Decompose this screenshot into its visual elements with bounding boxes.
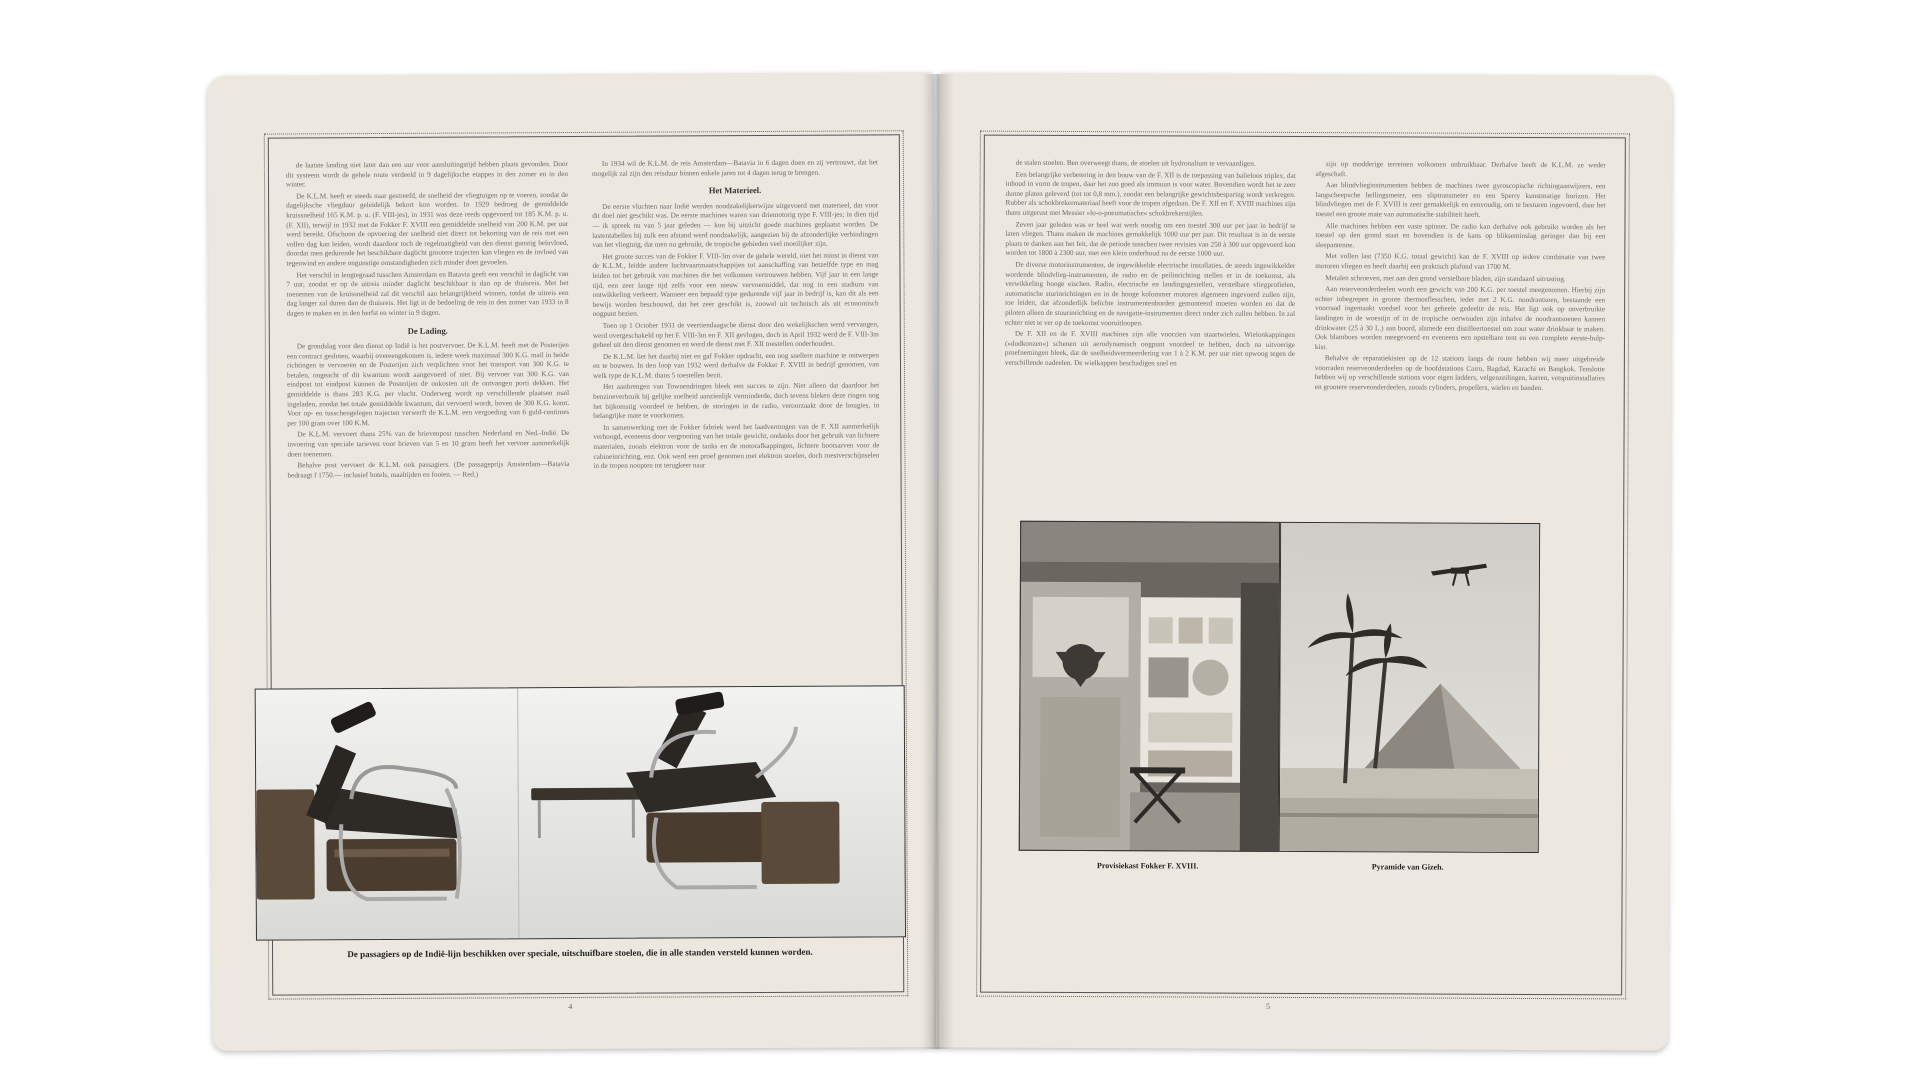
body-paragraph: Het aanbrengen van Townendringen bleek een succes te zijn. Niet alleen dat daardoor het benzineverbruik bij gelijke snelheid aanzienlijk verminderde, doch tevens bleken deze ringen nog het bijkomstig voordeel te hebben, de storingen in de radio, veroorzaakt door de bougies, in belangrijke mate te voorkomen. xyxy=(593,381,880,421)
book-gutter xyxy=(922,74,954,1049)
body-paragraph: De grondslag voor den dienst op Indië is het postvervoer. De K.L.M. heeft met de Posterijen een contract gesloten, waarbij overeengekomen is, iedere week maximaal 300 K.G. mail in beide richtingen te vervoeren en de Posterijen zich verplichten voor het transport van 300 K.G. te betalen, ongeacht of dit kwantum wordt aangevoerd of niet. Bij vervoer van 300 K.G. van eindpost tot eindpost kunnen de Posterijen de onkosten uit de ontvangen porti dekken. Het gemiddelde is thans 283 K.G. per vlucht. Onderweg wordt op verschillende plaatsen mail ingeladen, zoodat het totale gemiddelde kwantum, dat vervoerd wordt, boven de 300 K.G. komt. Voor op- en tusschengelegen trajecten verwerft de K.L.M. een vergoeding van 6 guld-centimes per 100 gram over 100 K.M. xyxy=(286,341,570,428)
body-paragraph: Behalve de reparatiekisten op de 12 stations langs de route hebben wij meer uitgebreide voorraden reserveonderdeelen op de hoofdstations Cairo, Bagdad, Karachi en Bangkok. Tenslotte hebben wij op verschillende stations voor eigen ladders, velgenzeilingen, karren, vetspuitinstallaties en grootere reserveonderdeelen, zooals cylinders, propellers, wielen en banden. xyxy=(1314,354,1605,393)
body-paragraph: In 1934 wil de K.L.M. de reis Amsterdam—Batavia in 6 dagen doen en zij vertrouwt, dat het mogelijk zal zijn den reisduur binnen enkele jaren tot 4 dagen terug te brengen. xyxy=(591,158,878,178)
cabinet-illustration xyxy=(1020,522,1279,851)
body-paragraph: zijn op modderige terreinen volkomen onbruikbaar. Derhalve heeft de K.L.M. ze weder afgeschaft. xyxy=(1315,160,1606,178)
left-page-number: 4 xyxy=(568,1002,573,1012)
body-paragraph: Metalen schroeven, met aan den grond verstelbare bladen, zijn standaard uitrusting. xyxy=(1325,273,1566,283)
body-paragraph: Aan reserveonderdeelen wordt een gewicht van 200 K.G. per toestel meegenomen. Hierbij zijn echter inbegrepen in groote thermosflesschen, ieder met 2 K.G. noodrantsoen, bestaande een voorraad ingemaakt voedsel voor het geheele gedeelte de reis. Het ligt ook op onverbruikte landingen in de woestijn of in de tropische oerwouden zijn inhalve de noodrantsoenen kannen drinkwater (25 à 30 L.) aan boord, alsmede een distilleertoestel om zout water drinkbaar te maken. Ook blamboes worden meegevoerd en eveneens een opstelbare tent en een complete eerste-hulp-kist. xyxy=(1314,285,1606,351)
magazine-spread xyxy=(210,74,1670,1049)
provision-cabinet-photo xyxy=(1019,521,1280,852)
left-page-column-1 xyxy=(286,160,571,746)
body-paragraph: De K.L.M. vervoert thans 25% van de brievenpost tusschen Nederland en Ned.-Indië. De invoering van speciale tarieven voor brieven van 5 en 10 gram heeft het vervoer aanmerkelijk doen toenemen. xyxy=(287,429,570,459)
body-paragraph: Het verschil in lengtegraad tusschen Amsterdam en Batavia geeft een verschil in daglicht van 7 uur, zoodat er op de uitreis minder daglicht beschikbaar is dan op de thuisreis. Met het toenemen van de kruissnelheid zal dit verschil aan belangrijkheid winnen, totdat de uitreis een dag langer zal duren dan de thuisreis. Het ligt in de bedoeling de reis in den zomer van 1933 in 8 dagen te maken en in den herfst en winter in 9 dagen. xyxy=(286,269,569,318)
body-paragraph: De eerste vluchten naar Indië werden noodzakelijkerwijze uitgevoerd met materieel, dat voor dit doel niet geschikt was. De eerste machines waren van driemotorig type F. VIII-jes; in dien tijd — ik spreek nu van 5 jaar geleden — kon bij uitzicht goede machines geplaatst worden. De lastentabellen bij zulk een afstand werd noodzakelijk, aangezien bij de afzonderlijke verbindingen van het vliegtuig, dat men nu gebruikt, de tropische gebieden veel moeilijker zijn. xyxy=(592,201,879,250)
chairs-illustration xyxy=(256,686,905,939)
right-page xyxy=(936,72,1672,1050)
pyramid-illustration xyxy=(1280,523,1539,852)
section-heading: Het Materieel. xyxy=(708,185,762,196)
left-page-column-2 xyxy=(592,158,881,744)
right-page-column-1 xyxy=(1004,159,1296,540)
body-paragraph: Het groote succes van de Fokker F. VIII-3m over de gehele wereld, niet het minst in dienst van de K.L.M., leidde andere luchtvaartmaatschappijen tot aanschaffing van hetzelfde type en mag leiden tot het gebruik van machines die het volkomen vertrouwen hebben. Vijf jaar in een lange tijd, een zeer lange tijd zelfs voor een nieuw vervoermiddel, dat nog in een stadium van ontwikkeling verkeert. Wanneer een bepaald type gedurende vijf jaar in bedrijf is, kan dit als een bewijs worden beschouwd, dat het zeer geschikt is, zoowel uit technisch als uit economisch oogpunt bezien. xyxy=(592,251,879,319)
body-paragraph: De F. XII en de F. XVIII machines zijn alle voorzien van staartwielen. Wielonkappingen (»dodkoozen«) schenen uit aerodynamisch oogpunt voordeel te hebben, doch na uitvoerige proefnemingen bleek, dat de snelheidsvermeerdering van 1 à 2 K.M. per uur niet opwoog tegen de verschillende nadeelen. De wielkappen beschadigen snel en xyxy=(1004,329,1296,368)
body-paragraph: De K.L.M. heeft er steeds naar gestreefd, de snelheid der vliegtuigen op te voeren, zoodat de dagelijksche vliegduur geleidelijk bekort kon worden. In 1929 bedroeg de gemiddelde kruissnelheid 165 K.M. p. u. (F. VIII-jes), in 1931 was deze reeds opgevoerd tot 185 K.M. p. u. (F. XII), terwijl in 1932 met de Fokker F. XVIII een gemiddelde snelheid van 200 K.M. per uur werd bereikt. Ofschoon de opvoering der snelheid niet direct tot bekorting van de reis met een vollen dag kan leiden, wordt daardoor toch de regelmatigheid van den dienst gunstig beïnvloed, doordat men gedurende het beschikbare daglicht grootere trajecten kan vliegen en de invloed van tegenwind en andere ongunstige omstandigheden zich minder doet gevoelen. xyxy=(286,190,569,268)
cabinet-photo-caption: Provisiekast Fokker F. XVIII. xyxy=(1096,861,1199,871)
body-paragraph: de stalen stoelen. Ben overweegt thans, de stoelen uit hydronalium te vervaardigen. xyxy=(1015,158,1256,168)
body-paragraph: Zeven jaar geleden was er heel wat werk noodig om een toestel 300 uur per jaar in bedrijf te laten vliegen. Thans maken de machines gemakkelijk 1000 uur per jaar. Dit resultaat is in de eerste plaats te danken aan het feit, dat de periode tusschen twee revisies van 250 à 300 uur opgevoerd kon worden tot 1800 à 2300 uur, met een klein onderhoud na de eerste 1000 uur. xyxy=(1005,220,1296,258)
pyramid-photo-caption: Pyramide van Gizeh. xyxy=(1371,862,1444,872)
right-page-column-2 xyxy=(1314,160,1606,541)
body-paragraph: Aan blindvlieginstrumenten hebben de machines twee gyroscopische richtingaanwijzers, een langscheepsche hellingsmeter, een sliptransmeter en een Sperry kunstmatige horizon. Het blindvliegen met de F. XVIII is zeer gemakkelijk en eenvoudig, om te besturen ingevoerd, daar het toestel een groote mate van automatische stabiliteit heeft. xyxy=(1315,181,1606,219)
body-paragraph: Behalve post vervoert de K.L.M. ook passagiers. (De passageprijs Amsterdam—Batavia bedraagt f 1750.— inclusief hotels, maaltijden en fooien. — Red.) xyxy=(287,460,570,480)
body-paragraph: De diverse motorinstrumenten, de ingewikkelde electrische installaties, de steeds ingewikkelder wordende blindvlieg-instrumenten, de radio en de peilinrichting stellen er in de toekomst, als verwikkeling hooge eischen. Radio, electrische en landingsgestellen, verstelbare vliegprofielen, automatische sturinrichtingen en in de hooge kolommer motoren algemeen ingevoerd zullen zijn, toe leiden, dat afzonderlijk belichte instrumentenborden gemonteerd moeten worden en dat de piloten alleen de stuurinrichting en de navigatie-instrumenten direct onder zich zullen hebben. In zal echter niet te ver op de toekomst vooruitloopen. xyxy=(1005,260,1296,327)
body-paragraph: Alle machines hebben een vaste spinner. De radio kan derhalve ook gebruikt worden als het toestel op den grond staat en bovendien is de kans op blikseminslag geringer dan bij een sleepantenne. xyxy=(1315,221,1606,249)
body-paragraph: In samenwerking met de Fokker fabriek werd het laadvermogen van de F. XII aanmerkelijk verhoogd, eveneens door vergrooting van het totale gewicht, ondanks door het gebruik van lichtere materialen, zooals elektron voor de tanks en de motorafkappingen, lichtere bootsarven voor de cabineinrichting, enz. Ook werd een proef genomen met elektron stoelen, doch roestverschijnselen in de tropen noopten tot terugkeer naar xyxy=(593,422,880,471)
body-paragraph: de laatste landing niet later dan een uur voor aansluitingstijd hebben plaats gevonden. Door dit systeem wordt de gehele route verdeeld in 9 dagelijksche etappes in den zomer en in den winter. xyxy=(285,160,568,189)
body-paragraph: De K.L.M. liet het daarbij niet en gaf Fokker opdracht, een nog snellere machine te ontwerpen en te bouwen. In den loop van 1932 werd derhalve de Fokker F. XVIII in bedrijf genomen, van welk type de K.L.M. thans 5 toestellen bezit. xyxy=(592,351,879,380)
pyramid-photo xyxy=(1279,522,1540,853)
chairs-photo-caption: De passagiers op de Indië-lijn beschikken over speciale, uitschuifbare stoelen, die in alle standen versteld kunnen worden. xyxy=(347,946,813,960)
right-page-number: 5 xyxy=(1266,1001,1271,1011)
body-paragraph: Toen op 1 October 1931 de veertiendaagsche dienst door den wekelijkschen werd vervangen, werd overgeschakeld op het F. VIII-3m en F. XII gevlogen, doch in April 1932 werd de F. VIII-3m geheel uit den dienst genomen en werd de dienst met F. XII toestellen onderhouden. xyxy=(592,320,879,349)
left-page xyxy=(207,72,937,1051)
body-paragraph: Een belangrijke verbetering in den bouw van de F. XII is de toepassing van balieloos triplex, dat inhoud in vorm de tropen, daar het zoo goed als immuun is voor water. Bovendien wordt het te zeer dunne platen geleverd (tot tot 0,8 mm.), zoodat een belangrijke gewichtsbesparing wordt verkregen. Rubber als schokbrekermateriaal heeft voor de tropen afgedaan. De F. XII en F. XVIII machines zijn thans uitgerust met Messier »lo-o-pneumatische« schokbrekerstijlen. xyxy=(1005,170,1296,218)
reclining-chairs-photo xyxy=(255,685,906,940)
body-paragraph: Met vollen last (7350 K.G. totaal gewicht) kan de F. XVIII op iedere combinatie van twee motoren vliegen en heeft daarbij een praktisch plafond van 1700 M. xyxy=(1315,252,1606,271)
section-heading: De Lading. xyxy=(407,325,448,336)
